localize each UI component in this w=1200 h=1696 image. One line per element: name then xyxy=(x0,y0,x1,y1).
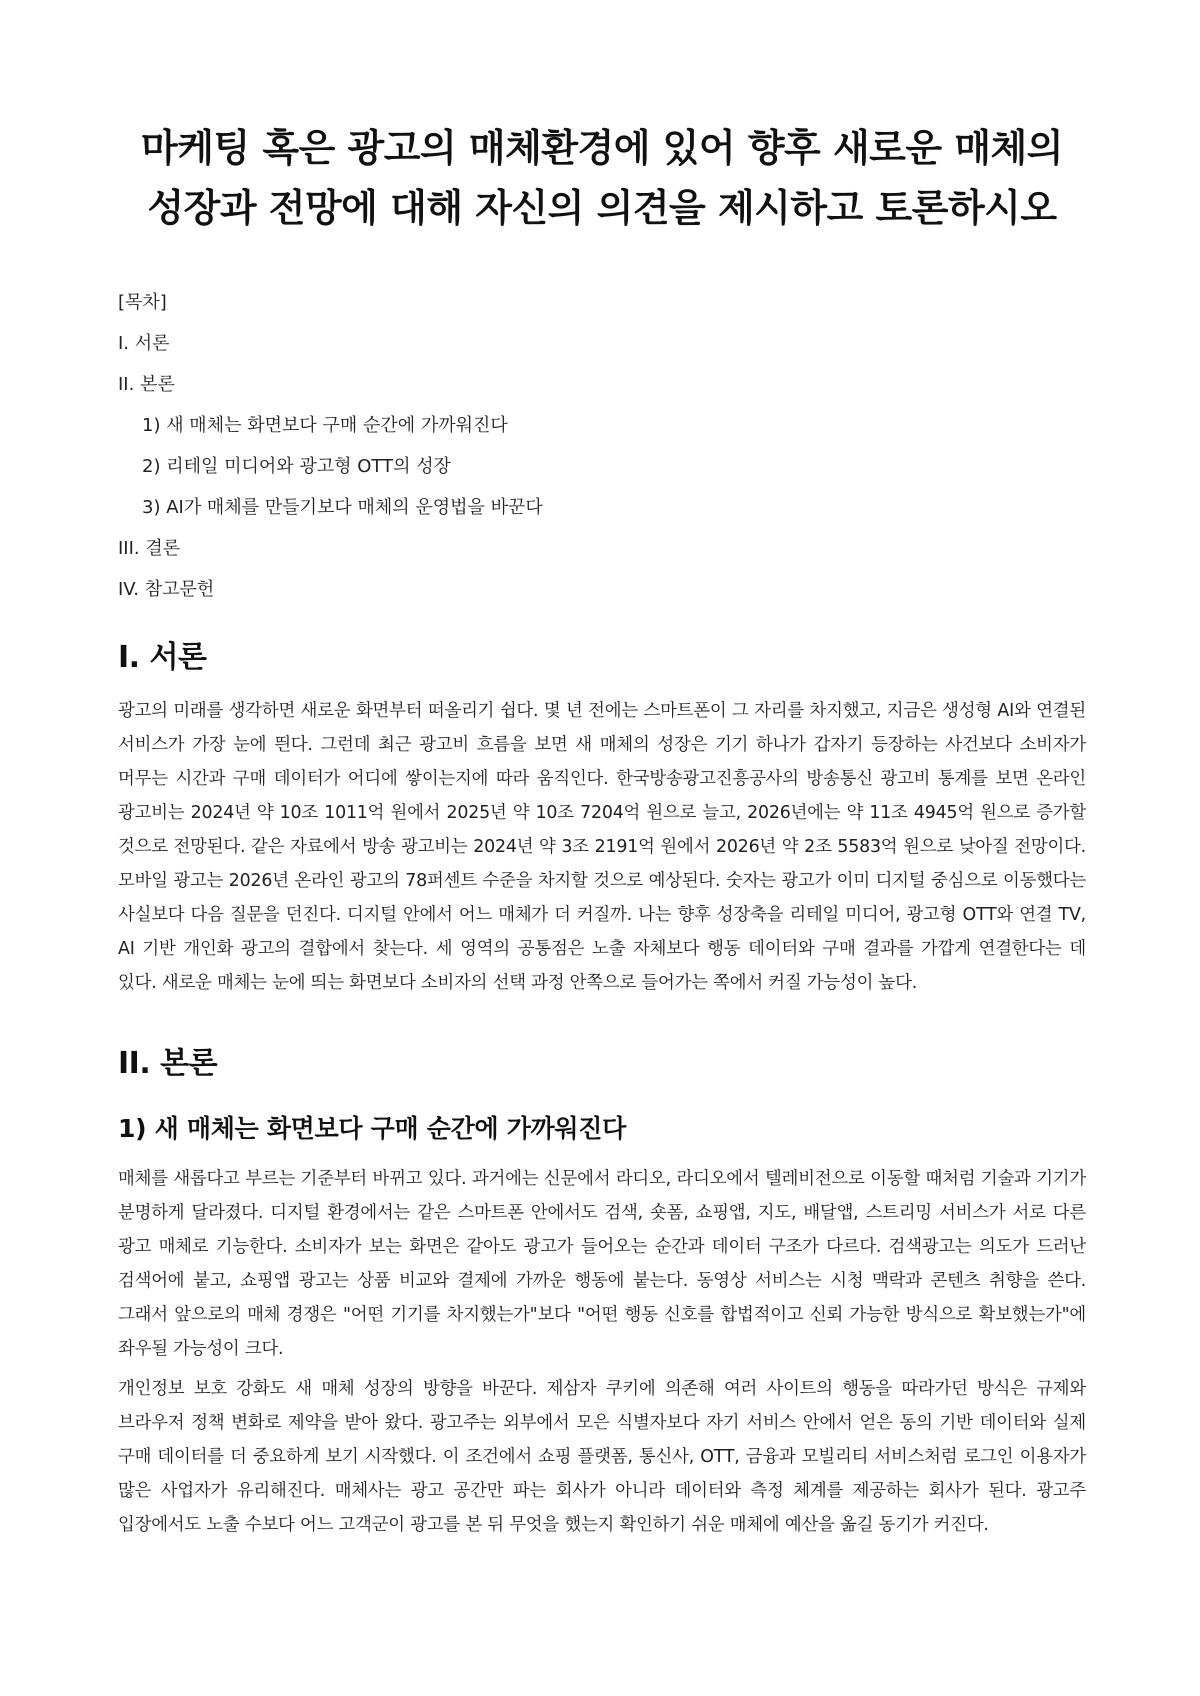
subsection-heading-1: 1) 새 매체는 화면보다 구매 순간에 가까워진다 xyxy=(118,1114,626,1143)
toc-item-intro: I. 서론 xyxy=(118,333,170,354)
section-heading-body: II. 본론 xyxy=(118,1046,218,1081)
subsection-1-paragraph-2: 개인정보 보호 강화도 새 매체 성장의 방향을 바꾼다. 제삼자 쿠키에 의존해 여러 사이트의 행동을 따라가던 방식은 규제와 브라우저 정책 변화로 제약을 받아 왔다. 광고주는 외부에서 모은 식별자보다 자기 서비스 안에서 얻은 동의 기반 데이터와 실제 구매 데이터를 더 중요하게 보기 시작했다. 이 조건에서 쇼핑 플랫폼, 통신사, OTT, 금융과 모빌리티 서비스처럼 로그인 이용자가 많은 사업자가 유리해진다. 매체사는 광고 공간만 파는 회사가 아니라 데이터와 측정 체계를 제공하는 회사가 된다. 광고주 입장에서도 노출 수보다 어느 고객군이 광고를 본 뒤 무엇을 했는지 확인하기 쉬운 매체에 예산을 옮길 동기가 커진다. xyxy=(118,1379,1086,1535)
section-heading-intro: I. 서론 xyxy=(118,640,207,675)
document-title: 마케팅 혹은 광고의 매체환경에 있어 향후 새로운 매체의 성장과 전망에 대해 자신의 의견을 제시하고 토론하시오 xyxy=(141,126,1063,230)
toc-heading: [목차] xyxy=(118,292,167,313)
toc-item-body: II. 본론 xyxy=(118,374,175,395)
table-of-contents xyxy=(118,282,1086,610)
toc-subitem-3: 3) AI가 매체를 만들기보다 매체의 운영법을 바꾼다 xyxy=(142,497,543,518)
intro-paragraph: 광고의 미래를 생각하면 새로운 화면부터 떠올리기 쉽다. 몇 년 전에는 스마트폰이 그 자리를 차지했고, 지금은 생성형 AI와 연결된 서비스가 가장 눈에 띈다. 그런데 최근 광고비 흐름을 보면 새 매체의 성장은 기기 하나가 갑자기 등장하는 사건보다 소비자가 머무는 시간과 구매 데이터가 어디에 쌓이는지에 따라 움직인다. 한국방송광고진흥공사의 방송통신 광고비 통계를 보면 온라인 광고비는 2024년 약 10조 1011억 원에서 2025년 약 10조 7204억 원으로 늘고, 2026년에는 약 11조 4945억 원으로 증가할 것으로 전망된다. 같은 자료에서 방송 광고비는 2024년 약 3조 2191억 원에서 2026년 약 2조 5583억 원으로 낮아질 전망이다. 모바일 광고는 2026년 온라인 광고의 78퍼센트 수준을 차지할 것으로 예상된다. 숫자는 광고가 이미 디지털 중심으로 이동했다는 사실보다 다음 질문을 던진다. 디지털 안에서 어느 매체가 더 커질까. 나는 향후 성장축을 리테일 미디어, 광고형 OTT와 연결 TV, AI 기반 개인화 광고의 결합에서 찾는다. 세 영역의 공통점은 노출 자체보다 행동 데이터와 구매 결과를 가깝게 연결한다는 데 있다. 새로운 매체는 눈에 띄는 화면보다 소비자의 선택 과정 안쪽으로 들어가는 쪽에서 커질 가능성이 높다. xyxy=(118,701,1086,993)
section-spacer xyxy=(118,1006,1086,1026)
toc-item-conclusion: III. 결론 xyxy=(118,538,181,559)
toc-item-references: IV. 참고문헌 xyxy=(118,579,215,600)
toc-subitem-2: 2) 리테일 미디어와 광고형 OTT의 성장 xyxy=(142,456,451,477)
toc-subitem-1: 1) 새 매체는 화면보다 구매 순간에 가까워진다 xyxy=(142,415,508,436)
subsection-1-paragraph-1: 매체를 새롭다고 부르는 기준부터 바뀌고 있다. 과거에는 신문에서 라디오, 라디오에서 텔레비전으로 이동할 때처럼 기술과 기기가 분명하게 달라졌다. 디지털 환경에서는 같은 스마트폰 안에서도 검색, 숏폼, 쇼핑앱, 지도, 배달앱, 스트리밍 서비스가 서로 다른 광고 매체로 기능한다. 소비자가 보는 화면은 같아도 광고가 들어오는 순간과 데이터 구조가 다르다. 검색광고는 의도가 드러난 검색어에 붙고, 쇼핑앱 광고는 상품 비교와 결제에 가까운 행동에 붙는다. 동영상 서비스는 시청 맥락과 콘텐츠 취향을 쓴다. 그래서 앞으로의 매체 경쟁은 "어떤 기기를 차지했는가"보다 "어떤 행동 신호를 합법적이고 신뢰 가능한 방식으로 확보했는가"에 좌우될 가능성이 크다. xyxy=(118,1169,1086,1359)
